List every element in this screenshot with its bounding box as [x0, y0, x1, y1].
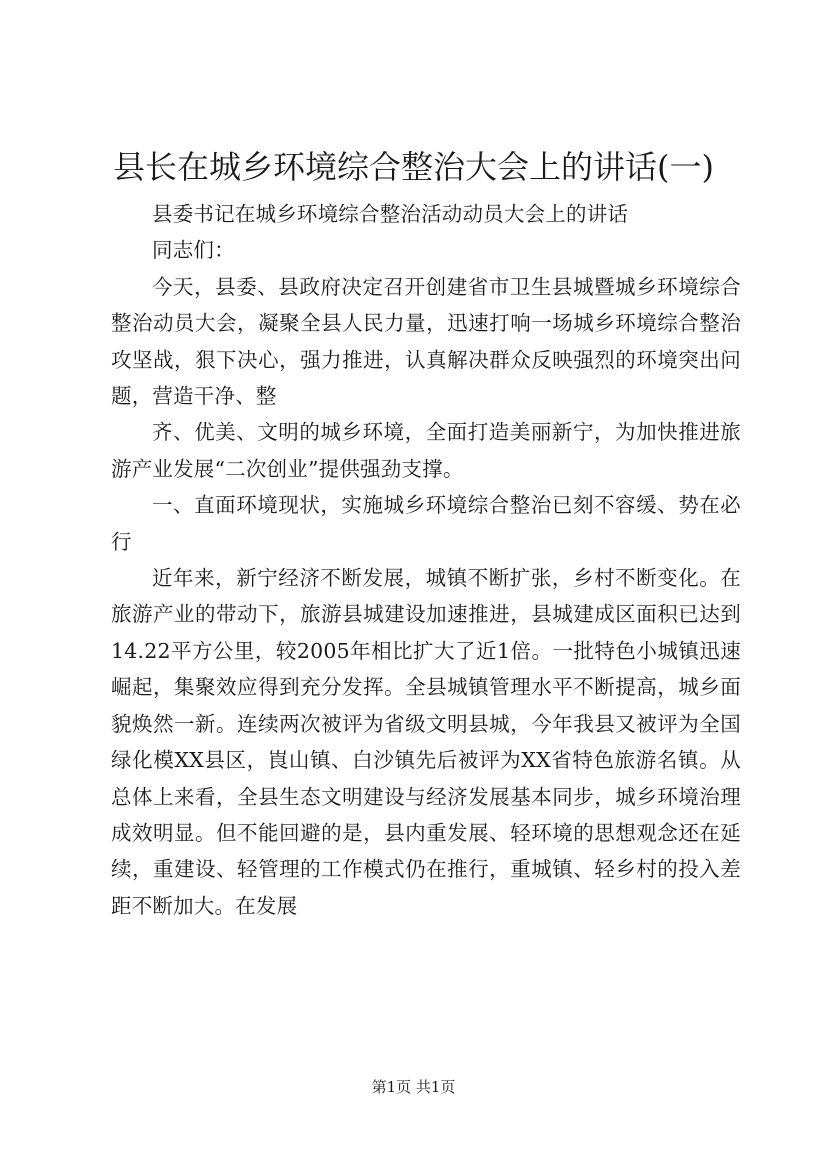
paragraph-subtitle: 县委书记在城乡环境综合整治活动动员大会上的讲话 [152, 202, 629, 226]
document-body [111, 196, 741, 924]
section-heading-1: 一、直面环境现状，实施城乡环境综合整治已刻不容缓、势在必行 [111, 493, 741, 554]
paragraph-opening: 今天，县委、县政府决定召开创建省市卫生县城暨城乡环境综合整治动员大会，凝聚全县人民力量，迅速打响一场城乡环境综合整治攻坚战，狠下决心，强力推进，认真解决群众反映强烈的环境突出问题，营造干净、整 [111, 274, 741, 409]
paragraph-salutation: 同志们： [152, 238, 235, 263]
paragraph-opening-continued: 齐、优美、文明的城乡环境，全面打造美丽新宁，为加快推进旅游产业发展“二次创业”提供强劲支撑。 [111, 420, 741, 481]
document-title: 县长在城乡环境综合整治大会上的讲话(一) [113, 148, 714, 186]
paragraph-current-status: 近年来，新宁经济不断发展，城镇不断扩张，乡村不断变化。在旅游产业的带动下，旅游县城建设加速推进，县城建成区面积已达到14.22平方公里，较2005年相比扩大了近1倍。一批特色小城镇迅速崛起，集聚效应得到充分发挥。全县城镇管理水平不断提高，城乡面貌焕然一新。连续两次被评为省级文明县城，今年我县又被评为全国绿化模XX县区，崀山镇、白沙镇先后被评为XX省特色旅游名镇。从总体上来看，全县生态文明建设与经济发展基本同步，城乡环境治理成效明显。但不能回避的是，县内重发展、轻环境的思想观念还在延续，重建设、轻管理的工作模式仍在推行，重城镇、轻乡村的投入差距不断加大。在发展 [111, 566, 741, 918]
page-footer: 第1页 共1页 [371, 1078, 456, 1096]
